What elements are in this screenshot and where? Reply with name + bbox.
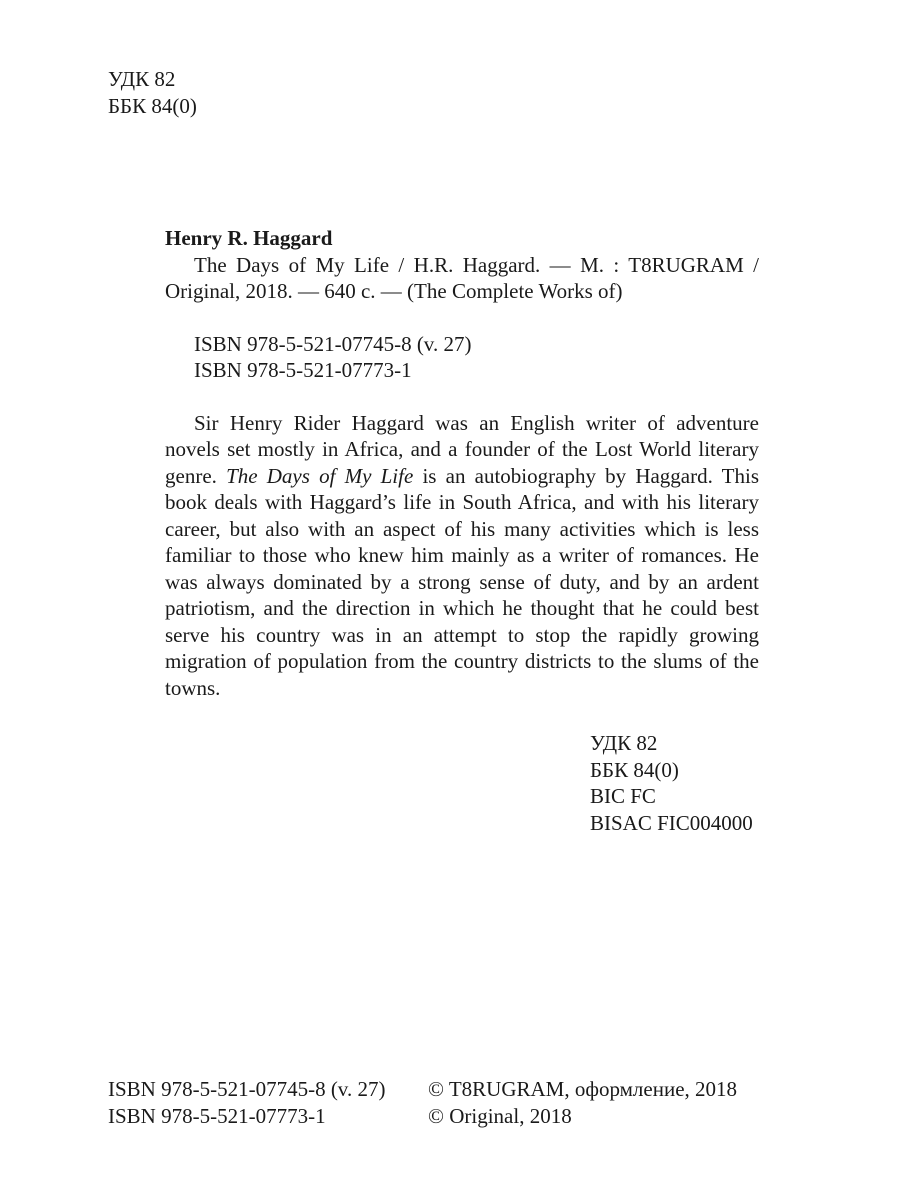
annotation-text-start: Sir Henry Rider Haggard was an English writer of adventure novels set mostly in Africa, and a founder of the Lost World literary genre. xyxy=(165,410,759,488)
isbn-series: ISBN 978-5-521-07773-1 xyxy=(194,358,412,382)
annotation-book-title: The Days of My Life xyxy=(226,463,414,488)
bibliographic-description: The Days of My Life / H.R. Haggard. — M. : T8RUGRAM / Original, 2018. — 640 с. — (The Complete Works of) xyxy=(165,252,759,303)
isbn-list xyxy=(165,331,759,384)
isbn-volume: ISBN 978-5-521-07745-8 (v. 27) xyxy=(194,331,472,356)
catalog-record xyxy=(165,225,759,701)
copyright-notices xyxy=(428,1076,737,1129)
udk-code: УДК 82 xyxy=(108,67,176,91)
right-classification-codes xyxy=(590,730,753,836)
bisac-code: BISAC FIC004000 xyxy=(590,810,753,835)
bbk-code-right: ББК 84(0) xyxy=(590,757,679,782)
bottom-isbn-volume: ISBN 978-5-521-07745-8 (v. 27) xyxy=(108,1077,386,1101)
bottom-isbn-series: ISBN 978-5-521-07773-1 xyxy=(108,1103,326,1128)
bic-code: BIC FC xyxy=(590,784,656,808)
annotation-text-end: is an autobiography by Haggard. This book deals with Haggard’s life in South Africa, and with his literary career, but also with an aspect of his many activities which is less familiar to those who knew him mainly as a writer of romances. He was always dominated by a strong sense of duty, and by an ardent patriotism, and the direction in which he thought that he could best serve his country was in an attempt to stop the rapidly growing migration of population from the country districts to the slums of the towns. xyxy=(165,463,760,700)
author-heading: Henry R. Haggard xyxy=(165,226,333,250)
bottom-isbn-block xyxy=(108,1076,385,1129)
annotation-paragraph xyxy=(165,410,759,702)
top-classification-codes xyxy=(108,66,197,119)
copyright-publisher: © T8RUGRAM, оформление, 2018 xyxy=(428,1077,738,1101)
bbk-code: ББК 84(0) xyxy=(108,93,197,118)
copyright-original: © Original, 2018 xyxy=(428,1103,572,1128)
udk-code-right: УДК 82 xyxy=(590,731,658,755)
